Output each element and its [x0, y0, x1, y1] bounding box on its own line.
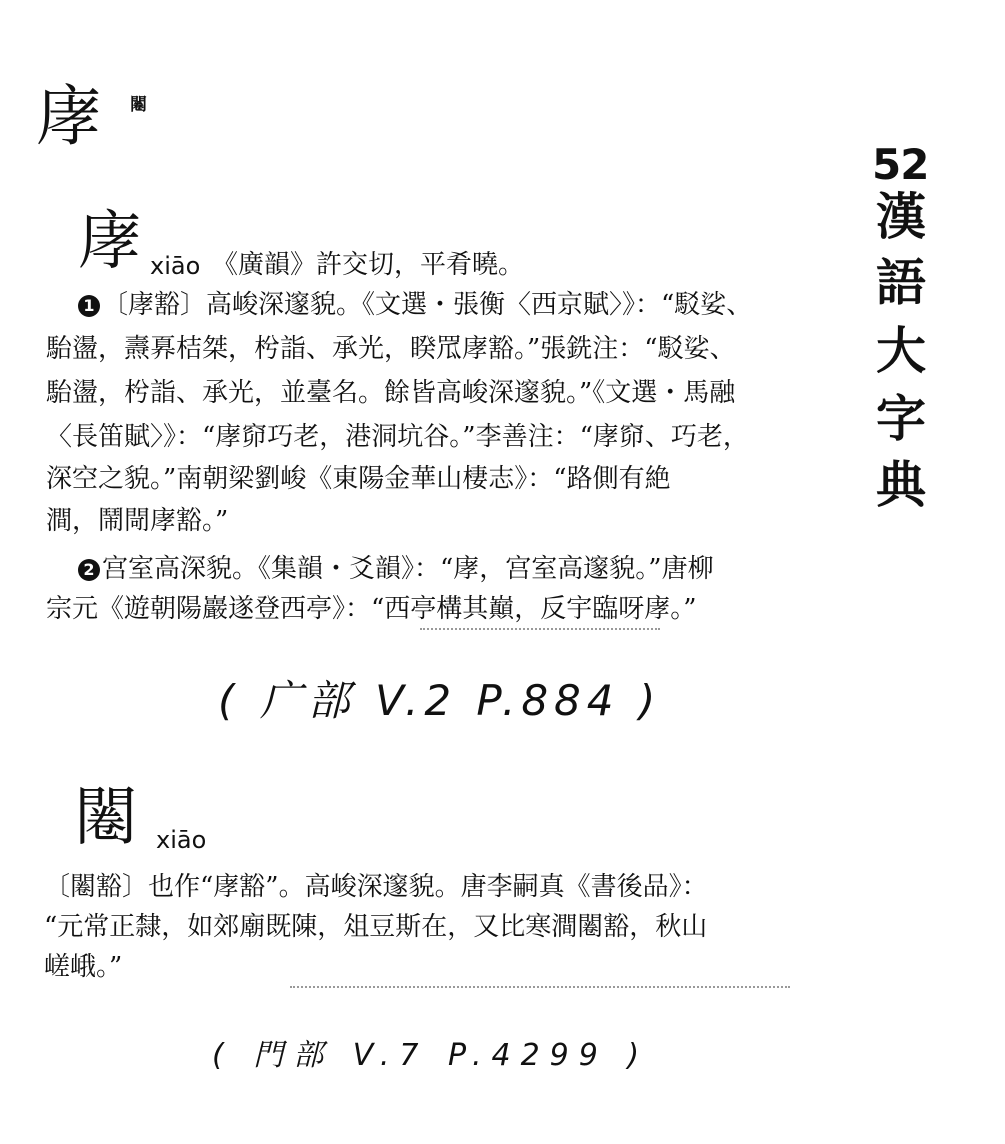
divider-dots — [290, 986, 790, 990]
header-character: 庨 — [36, 78, 102, 155]
entry1-line: 駘盪，枍詣、承光，並臺名。餘皆高峻深邃貌。”《文選・馬融 — [46, 378, 736, 408]
header-note: 闂 — [130, 95, 147, 115]
sense-number-1: 1 — [78, 295, 100, 317]
entry1-sense2-line — [78, 556, 714, 582]
side-volume-number: 52 — [872, 140, 929, 189]
entry2-line: 〔闂豁〕也作“庨豁”。高峻深邃貌。唐李嗣真《書後品》： — [44, 872, 708, 902]
entry1-line: 宗元《遊朝陽巖遂登西亭》：“西亭構其巔，反宇臨呀庨。” — [46, 594, 697, 624]
side-title-char: 語 — [876, 253, 926, 312]
entry1-pinyin: xiāo — [150, 252, 201, 280]
divider-dots — [420, 628, 660, 632]
entry1-line-text: 宫室高深貌。《集韻・爻韻》：“庨，宫室高邃貌。”唐柳 — [102, 554, 714, 584]
entry2-line: “元常正隸，如郊廟既陳，俎豆斯在，又比寒澗闂豁，秋山 — [44, 912, 708, 942]
entry1-pronunciation: 《廣韻》許交切，平肴曉。 — [212, 250, 525, 280]
entry2-headword: 闂 — [74, 781, 138, 855]
side-title-char: 大 — [876, 321, 926, 380]
side-title-char: 字 — [876, 389, 926, 448]
entry1-line: 駘盪，燾奡桔桀，枍詣、承光，睽罛庨豁。”張銑注：“駁娑、 — [46, 334, 736, 364]
entry1-line: 澗，鬧閜庨豁。” — [46, 506, 229, 536]
entry1-sense1-line — [78, 292, 752, 318]
side-title-char: 典 — [876, 455, 926, 514]
entry1-handwritten-reference: ( 广部 V.2 P.884 ) — [218, 676, 662, 725]
entry2-line: 嵯峨。” — [44, 952, 123, 982]
entry1-headword: 庨 — [78, 205, 142, 279]
sense-number-2: 2 — [78, 559, 100, 581]
entry2-handwritten-reference: ( 門部 V.7 P.4299 ) — [212, 1038, 650, 1073]
side-title-char: 漢 — [876, 187, 926, 246]
entry1-line-text: 〔庨豁〕高峻深邃貌。《文選・張衡〈西京賦〉》：“駁娑、 — [102, 290, 753, 320]
entry1-line: 〈長笛賦〉》：“庨窌巧老，港洞坑谷。”李善注：“庨窌、巧老， — [46, 422, 749, 452]
entry2-pinyin: xiāo — [156, 826, 207, 854]
entry1-line: 深空之貌。”南朝梁劉峻《東陽金華山棲志》：“路側有絶 — [46, 464, 671, 494]
